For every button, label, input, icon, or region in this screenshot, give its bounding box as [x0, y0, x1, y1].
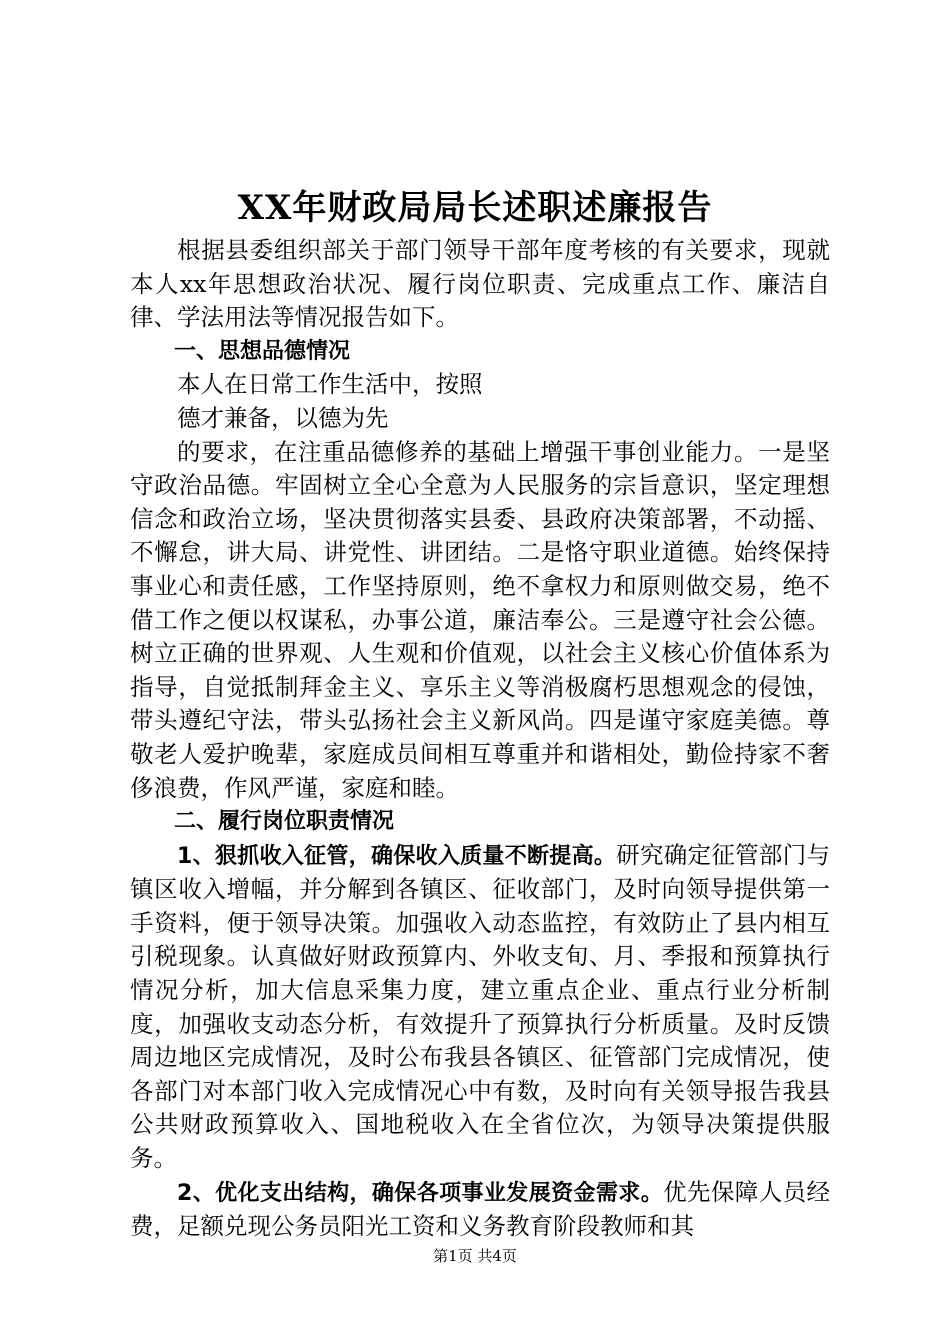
intro-paragraph: 根据县委组织部关于部门领导干部年度考核的有关要求，现就本人xx年思想政治状况、履行岗位职责、完成重点工作、廉洁自律、学法用法等情况报告如下。: [130, 236, 830, 332]
document-body: [130, 234, 830, 1244]
section2-heading: 二、履行岗位职责情况: [174, 809, 395, 835]
item2-lead: 2、优化支出结构，确保各项事业发展资金需求。: [177, 1180, 664, 1206]
section2-item2: [130, 1176, 830, 1244]
section1-heading: 一、思想品德情况: [174, 338, 351, 364]
section1-line1: 本人在日常工作生活中，按照: [177, 370, 483, 399]
document-title: XX年财政局局长述职述廉报告: [237, 188, 713, 228]
item1-body: 研究确定征管部门与镇区收入增幅，并分解到各镇区、征收部门，及时向领导提供第一手资料，便于领导决策。加强收入动态监控，有效防止了县内相互引税现象。认真做好财政预算内、外收支旬、月、季报和预算执行情况分析，加大信息采集力度，建立重点企业、重点行业分析制度，加强收支动态分析，有效提升了预算执行分析质量。及时反馈周边地区完成情况，及时公布我县各镇区、征管部门完成情况，使各部门对本部门收入完成情况心中有数，及时向有关领导报告我县公共财政预算收入、国地税收入在全省位次，为领导决策提供服务。: [130, 840, 831, 1173]
section1-line2: 德才兼备，以德为先: [177, 403, 389, 432]
section2-item1: [130, 839, 830, 1176]
section1-body: 的要求，在注重品德修养的基础上增强干事创业能力。一是坚守政治品德。牢固树立全心全意为人民服务的宗旨意识，坚定理想信念和政治立场，坚决贯彻落实县委、县政府决策部署，不动摇、不懈怠，讲大局、讲党性、讲团结。二是恪守职业道德。始终保持事业心和责任感，工作坚持原则，绝不拿权力和原则做交易，绝不借工作之便以权谋私，办事公道，廉洁奉公。三是遵守社会公德。树立正确的世界观、人生观和价值观，以社会主义核心价值体系为指导，自觉抵制拜金主义、享乐主义等消极腐朽思想观念的侵蚀，带头遵纪守法，带头弘扬社会主义新风尚。四是谨守家庭美德。尊敬老人爱护晚辈，家庭成员间相互尊重并和谐相处，勤俭持家不奢侈浪费，作风严谨，家庭和睦。: [130, 437, 830, 802]
item1-lead: 1、狠抓收入征管，确保收入质量不断提高。: [177, 843, 617, 869]
item2-body: 优先保障人员经费，足额兑现公务员阳光工资和义务教育阶段教师和其: [130, 1177, 831, 1241]
page-footer: 第1页 共4页: [433, 1247, 517, 1265]
